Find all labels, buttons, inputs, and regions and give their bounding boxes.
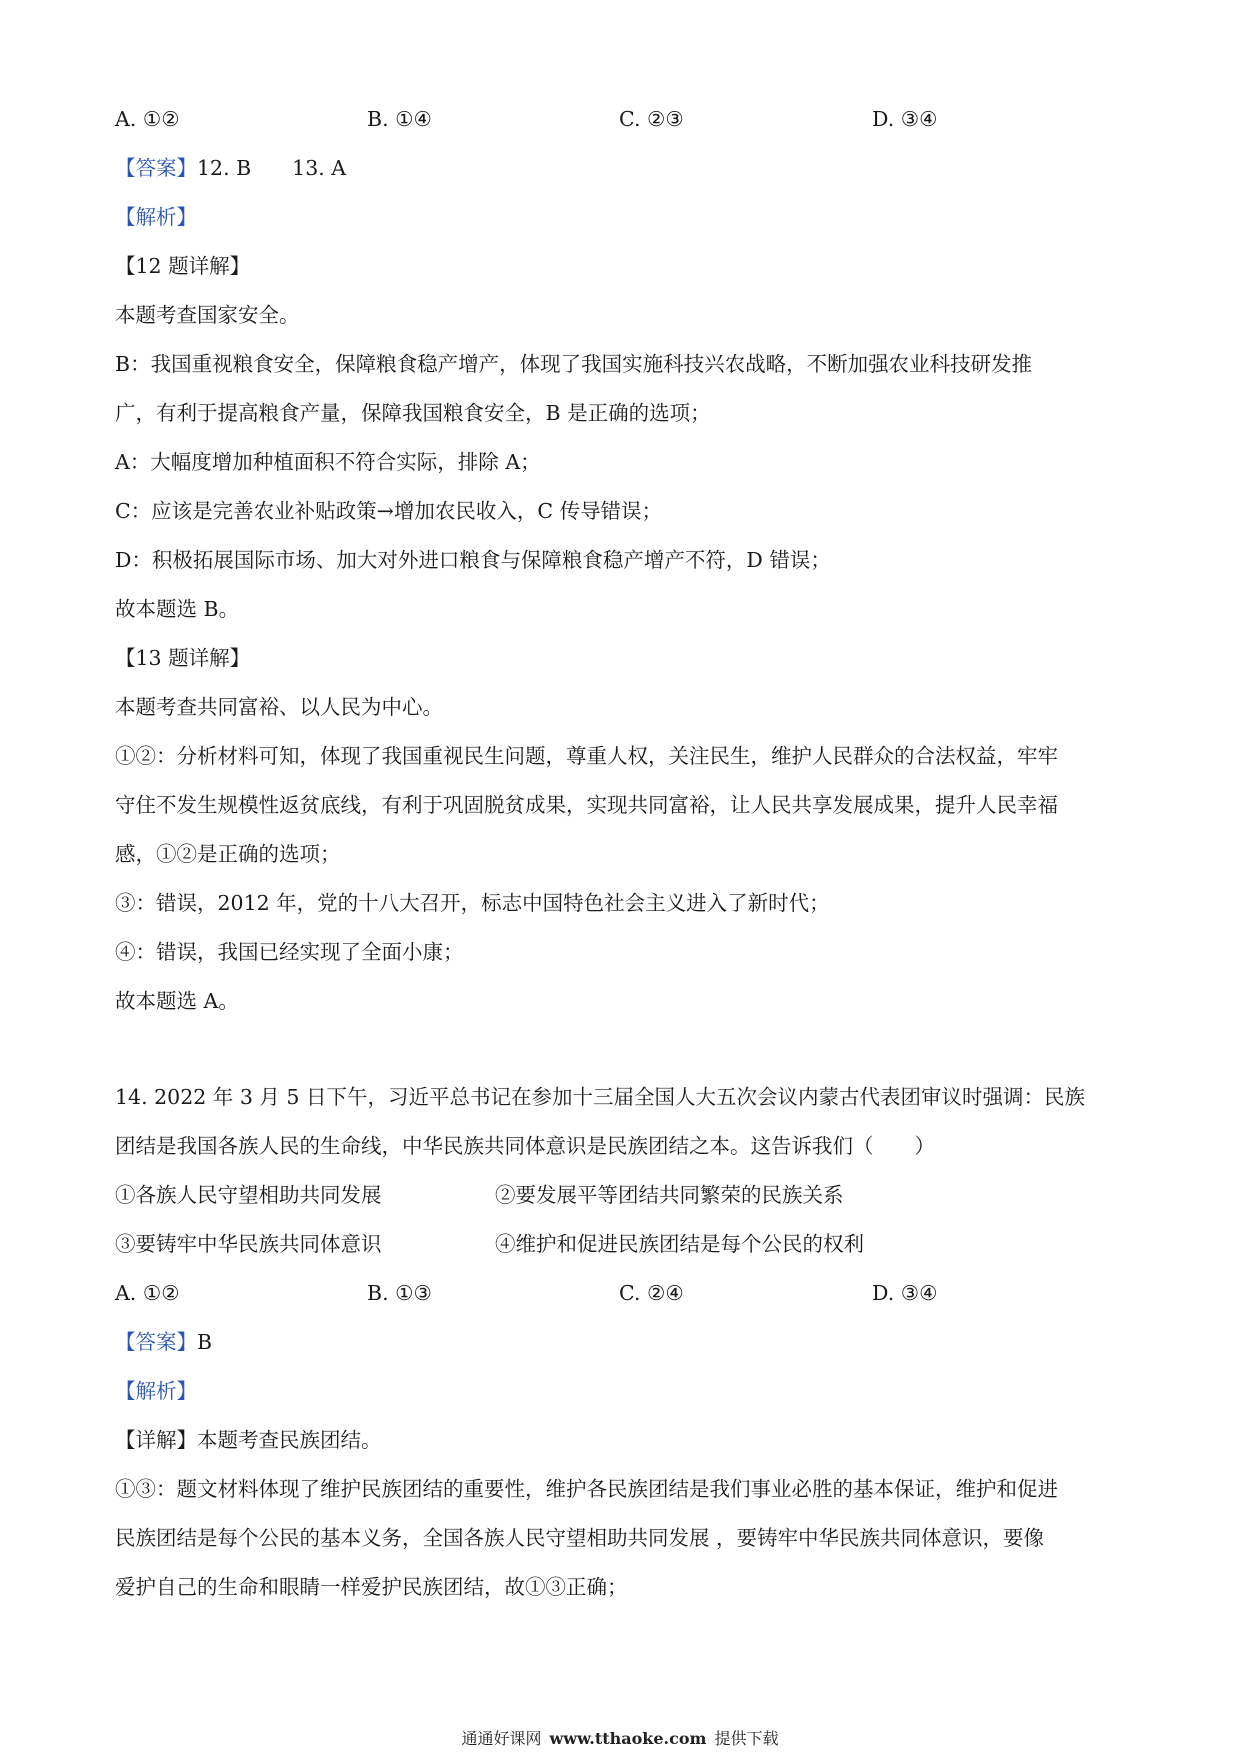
q13-line: ③：错误，2012 年，党的十八大召开，标志中国特色社会主义进入了新时代； bbox=[115, 891, 830, 915]
q13-line: 守住不发生规模性返贫底线，有利于巩固脱贫成果，实现共同富裕，让人民共享发展成果，提升人民幸福 bbox=[115, 793, 1058, 817]
q12-detail-heading: 【12 题详解】 bbox=[115, 254, 251, 278]
q14-detail-line: ①③：题文材料体现了维护民族团结的重要性，维护各民族团结是我们事业必胜的基本保证，维护和促进 bbox=[115, 1477, 1058, 1501]
q13-line: ①②：分析材料可知，体现了我国重视民生问题，尊重人权，关注民生，维护人民群众的合法权益，牢牢 bbox=[115, 744, 1058, 768]
q14-detail-line: 民族团结是每个公民的基本义务，全国各族人民守望相助共同发展 ，要铸牢中华民族共同体意识，要像 bbox=[115, 1526, 1045, 1550]
footer-site-name: 通通好课网 bbox=[461, 1729, 542, 1748]
detail-text: 本题考查民族团结。 bbox=[197, 1428, 382, 1452]
q13-line: 本题考查共同富裕、以人民为中心。 bbox=[115, 695, 443, 719]
answer-label: 【答案】 bbox=[115, 1330, 197, 1354]
statement-3: ③要铸牢中华民族共同体意识 bbox=[115, 1232, 382, 1256]
detail-label: 【详解】 bbox=[115, 1428, 197, 1452]
q14-statements-row bbox=[115, 1229, 1125, 1259]
q12-line: 故本题选 B。 bbox=[115, 597, 240, 621]
q13-detail-heading: 【13 题详解】 bbox=[115, 646, 251, 670]
option-b: B. ①④ bbox=[367, 107, 432, 131]
q13-line: 故本题选 A。 bbox=[115, 989, 239, 1013]
statement-2: ②要发展平等团结共同繁荣的民族关系 bbox=[495, 1183, 844, 1207]
q12-line: D：积极拓展国际市场、加大对外进口粮食与保障粮食稳产增产不符，D 错误； bbox=[115, 548, 831, 572]
answer-line-12-13 bbox=[115, 153, 1125, 183]
q12-line: A：大幅度增加种植面积不符合实际，排除 A； bbox=[115, 450, 541, 474]
q12-line: C：应该是完善农业补贴政策→增加农民收入，C 传导错误； bbox=[115, 499, 663, 523]
q14-statements-row bbox=[115, 1180, 1125, 1210]
option-c: C. ②④ bbox=[619, 1281, 684, 1305]
footer-url[interactable]: www.tthaoke.com bbox=[549, 1729, 707, 1748]
q13-line: ④：错误，我国已经实现了全面小康； bbox=[115, 940, 464, 964]
answer-label: 【答案】 bbox=[115, 156, 197, 180]
q14-options bbox=[115, 1278, 1125, 1308]
q14-detail-line: 爱护自己的生命和眼睛一样爱护民族团结，故①③正确； bbox=[115, 1575, 628, 1599]
q13-line: 感，①②是正确的选项； bbox=[115, 842, 341, 866]
q12-line: 本题考查国家安全。 bbox=[115, 303, 300, 327]
answer-line-14 bbox=[115, 1327, 1125, 1357]
answer-value: 12. B 13. A bbox=[197, 156, 347, 180]
q14-stem-line: 团结是我国各族人民的生命线，中华民族共同体意识是民族团结之本。这告诉我们（ ） bbox=[115, 1134, 935, 1158]
option-d: D. ③④ bbox=[872, 107, 938, 131]
option-b: B. ①③ bbox=[367, 1281, 432, 1305]
statement-1: ①各族人民守望相助共同发展 bbox=[115, 1183, 382, 1207]
q12-line: 广，有利于提高粮食产量，保障我国粮食安全，B 是正确的选项； bbox=[115, 401, 711, 425]
answer-value: B bbox=[197, 1330, 213, 1354]
analysis-label: 【解析】 bbox=[115, 205, 197, 229]
statement-4: ④维护和促进民族团结是每个公民的权利 bbox=[495, 1232, 864, 1256]
option-c: C. ②③ bbox=[619, 107, 684, 131]
option-a: A. ①② bbox=[115, 1281, 180, 1305]
q14-stem-line: 14. 2022 年 3 月 5 日下午，习近平总书记在参加十三届全国人大五次会议内蒙古代表团审议时强调：民族 bbox=[115, 1085, 1085, 1109]
q12-line: B：我国重视粮食安全，保障粮食稳产增产，体现了我国实施科技兴农战略，不断加强农业科技研发推 bbox=[115, 352, 1033, 376]
option-a: A. ①② bbox=[115, 107, 180, 131]
page-footer bbox=[0, 1728, 1240, 1750]
q13-options bbox=[115, 104, 1125, 134]
analysis-label: 【解析】 bbox=[115, 1379, 197, 1403]
option-d: D. ③④ bbox=[872, 1281, 938, 1305]
footer-provider-text: 提供下载 bbox=[714, 1729, 779, 1748]
q14-detail-line bbox=[115, 1425, 1125, 1455]
